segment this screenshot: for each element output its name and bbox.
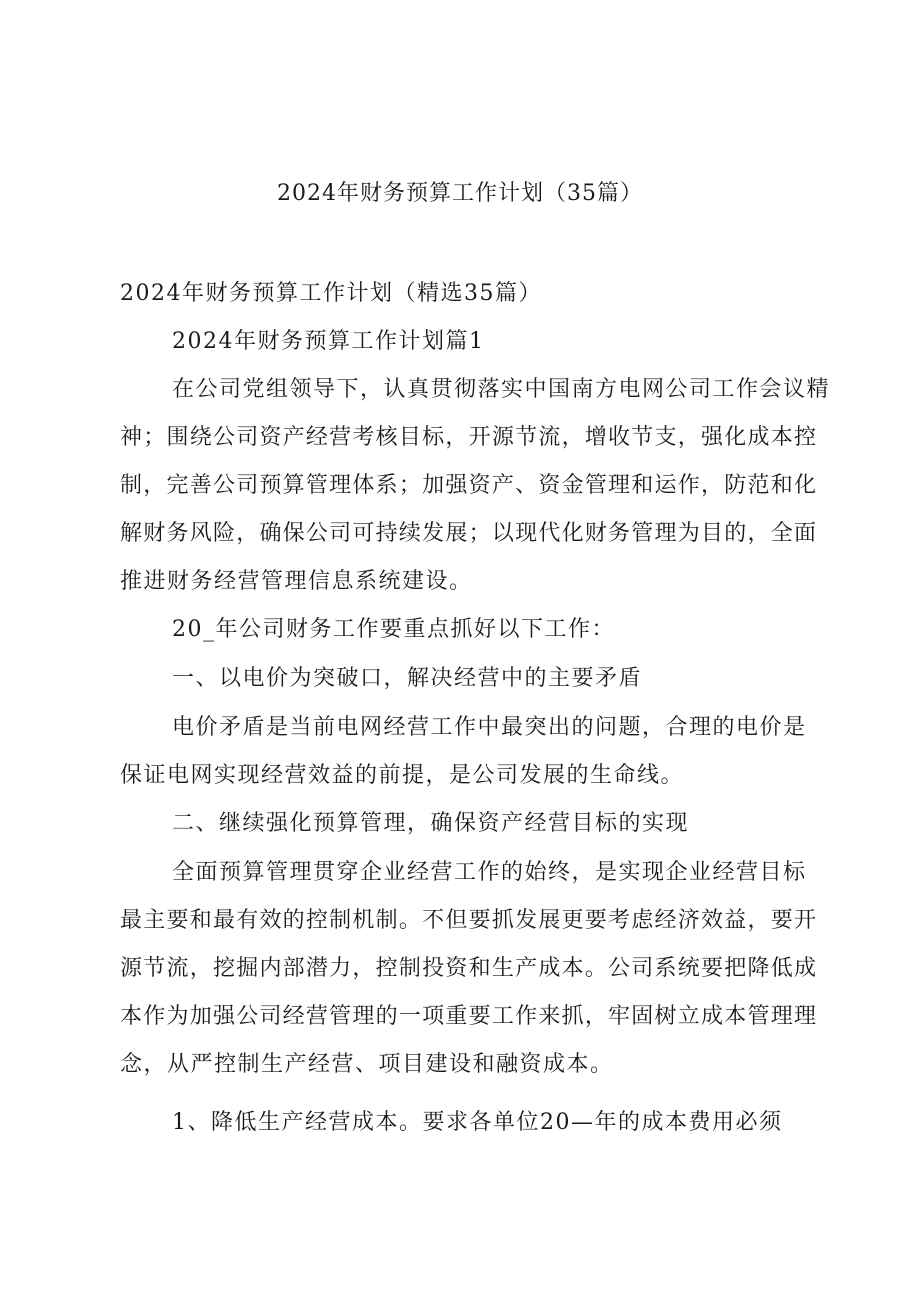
paragraph-2: 20_年公司财务工作要重点抓好以下工作：	[172, 617, 615, 642]
heading-1: 一、以电价为突破口，解决经营中的主要矛盾	[172, 666, 643, 691]
paragraph-1-line-1: 在公司党组领导下，认真贯彻落实中国南方电网公司工作会议精	[172, 377, 831, 402]
paragraph-4-line-2: 最主要和最有效的控制机制。不但要抓发展更要考虑经济效益，要开	[120, 908, 816, 933]
paragraph-1-line-3: 制，完善公司预算管理体系；加强资产、资金管理和运作，防范和化	[120, 473, 816, 498]
paragraph-1-line-2: 神；围绕公司资产经营考核目标，开源节流，增收节支，强化成本控	[120, 425, 816, 450]
paragraph-5: 1、降低生产经营成本。要求各单位20—年的成本费用必须	[172, 1110, 783, 1135]
paragraph-4-line-5: 念，从严控制生产经营、项目建设和融资成本。	[120, 1052, 614, 1077]
paragraph-4-line-1: 全面预算管理贯穿企业经营工作的始终，是实现企业经营目标	[172, 860, 807, 885]
document-subtitle: 2024年财务预算工作计划（精选35篇）	[120, 281, 542, 306]
paragraph-3-line-2: 保证电网实现经营效益的前提，是公司发展的生命线。	[120, 763, 685, 788]
section-heading: 2024年财务预算工作计划篇1	[172, 329, 485, 354]
paragraph-4-line-3: 源节流，挖掘内部潜力，控制投资和生产成本。公司系统要把降低成	[120, 956, 816, 981]
paragraph-4-line-4: 本作为加强公司经营管理的一项重要工作来抓，牢固树立成本管理理	[120, 1004, 816, 1029]
paragraph-1-line-4: 解财务风险，确保公司可持续发展；以现代化财务管理为目的，全面	[120, 521, 816, 546]
heading-2: 二、继续强化预算管理，确保资产经营目标的实现	[172, 811, 690, 836]
paragraph-3-line-1: 电价矛盾是当前电网经营工作中最突出的问题，合理的电价是	[172, 715, 807, 740]
document-title: 2024年财务预算工作计划（35篇）	[277, 181, 643, 206]
paragraph-1-line-5: 推进财务经营管理信息系统建设。	[120, 569, 473, 594]
